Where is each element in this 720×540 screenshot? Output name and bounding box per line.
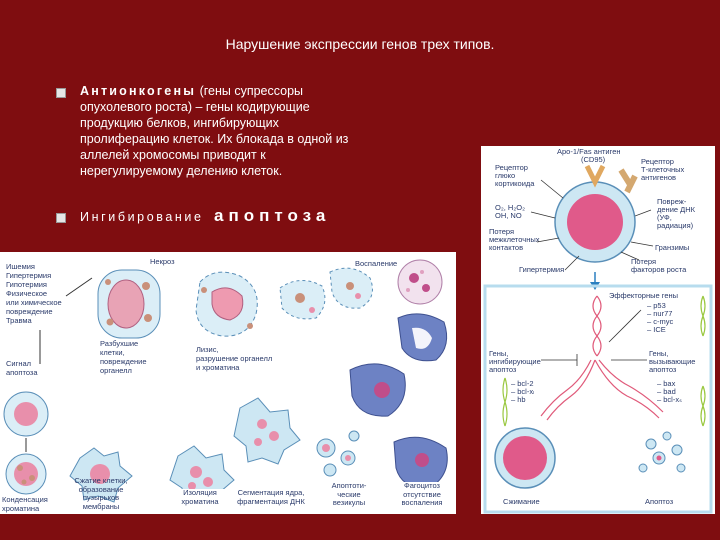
caption-phago: Фагоцитоз отсутствие воспаления xyxy=(392,482,452,508)
svg-text:контактов: контактов xyxy=(489,243,524,252)
svg-text:– bad: – bad xyxy=(657,387,676,396)
svg-text:– bax: – bax xyxy=(657,379,676,388)
bullet1-line-4: аллелей хромосомы приводит к xyxy=(80,148,266,162)
swollen-cell xyxy=(98,270,160,338)
arrow-to-necrosis xyxy=(66,278,92,296)
gene-arrows xyxy=(541,310,647,366)
bullet1-line-1: опухолевого роста) – гены кодирующие xyxy=(80,100,310,114)
svg-text:OH, NO: OH, NO xyxy=(495,211,522,220)
bullet-antioncogenes xyxy=(80,83,410,179)
segmenting-cell xyxy=(234,398,300,464)
bullet1-line-5: нерегулируемому делению клеток. xyxy=(80,164,283,178)
term-apoptosis: апоптоза xyxy=(214,206,331,225)
svg-text:межклеточных: межклеточных xyxy=(489,235,540,244)
svg-text:Лизис,: Лизис, xyxy=(196,345,219,354)
svg-text:повреждение: повреждение xyxy=(6,307,53,316)
svg-text:апоптоз: апоптоз xyxy=(649,365,677,374)
svg-text:O₂, H₂O₂: O₂, H₂O₂ xyxy=(495,203,525,212)
macrophage-mid xyxy=(350,364,405,416)
condensed-cell xyxy=(6,454,46,494)
inflammatory-cell xyxy=(398,260,442,304)
svg-text:вызывающие: вызывающие xyxy=(649,357,696,366)
svg-text:Гипертермия: Гипертермия xyxy=(519,265,565,274)
apoptosis-regulation-diagram xyxy=(481,146,715,514)
svg-text:органелл: органелл xyxy=(100,366,132,375)
svg-text:Гранзимы: Гранзимы xyxy=(655,243,690,252)
svg-text:Потеря: Потеря xyxy=(489,227,515,236)
debris-cluster xyxy=(280,268,372,319)
inflammation-label: Воспаление xyxy=(355,259,398,268)
caption-fragment: Изоляция хроматина xyxy=(170,489,230,506)
causes-list xyxy=(6,262,62,325)
svg-text:– c-myc: – c-myc xyxy=(647,317,674,326)
svg-text:глюко: глюко xyxy=(495,171,516,180)
svg-text:Сигнал: Сигнал xyxy=(6,359,32,368)
slide-title: Нарушение экспрессии генов трех типов. xyxy=(225,36,495,52)
caption-segment: Сегментация ядра, фрагментация ДНК xyxy=(226,489,316,506)
svg-text:– bcl-2: – bcl-2 xyxy=(511,379,534,388)
svg-text:Рецептор: Рецептор xyxy=(495,163,528,172)
svg-text:– ICE: – ICE xyxy=(647,325,666,334)
svg-text:апоптоз: апоптоз xyxy=(489,365,517,374)
svg-text:Т-клеточных: Т-клеточных xyxy=(641,165,685,174)
bullet-marker-1 xyxy=(56,88,66,98)
svg-text:радиация): радиация) xyxy=(657,221,694,230)
svg-text:клетки,: клетки, xyxy=(100,348,125,357)
svg-text:Гены,: Гены, xyxy=(649,349,669,358)
svg-text:повреждение: повреждение xyxy=(100,357,147,366)
svg-text:– bcl-xₗ: – bcl-xₗ xyxy=(511,387,535,396)
svg-text:Рецептор: Рецептор xyxy=(641,157,674,166)
svg-text:– nur77: – nur77 xyxy=(647,309,673,318)
svg-text:апоптоза: апоптоза xyxy=(6,368,38,377)
bullet1-line-2: продукцию белков, ингибирующих xyxy=(80,116,279,130)
svg-text:Гены,: Гены, xyxy=(489,349,509,358)
svg-text:Сжимание: Сжимание xyxy=(503,497,540,506)
svg-text:Повреж-: Повреж- xyxy=(657,197,687,206)
normal-cell xyxy=(4,392,48,436)
svg-text:(CD95): (CD95) xyxy=(581,155,606,164)
svg-text:(УФ,: (УФ, xyxy=(657,213,672,222)
svg-text:Apo-1/Fas антиген: Apo-1/Fas антиген xyxy=(557,147,621,156)
svg-text:Эффекторные гены: Эффекторные гены xyxy=(609,291,679,300)
shrinking-cell-right xyxy=(495,428,555,488)
svg-text:Гипертермия: Гипертермия xyxy=(6,271,52,280)
caption-shrink: Сжатие клетки, образование пузырьков мембраны xyxy=(74,476,128,511)
svg-text:Гипотермия: Гипотермия xyxy=(6,280,47,289)
bullet-apoptosis-inhibition xyxy=(80,208,410,225)
svg-text:кортикоида: кортикоида xyxy=(495,179,535,188)
bullet1-line-3: пролиферацию клеток. Их блокада в одной из xyxy=(80,132,349,146)
term-antioncogenes: Антионкогены xyxy=(80,84,197,98)
svg-text:– hb: – hb xyxy=(511,395,526,404)
svg-text:антигенов: антигенов xyxy=(641,173,676,182)
svg-text:Потеря: Потеря xyxy=(631,257,657,266)
svg-text:Апоптоз: Апоптоз xyxy=(645,497,674,506)
svg-text:и хроматина: и хроматина xyxy=(196,363,240,372)
svg-text:Физическое: Физическое xyxy=(6,289,48,298)
lysed-cell xyxy=(196,272,257,336)
svg-text:факторов роста: факторов роста xyxy=(631,265,687,274)
svg-text:Конденсация: Конденсация xyxy=(2,495,48,504)
target-cell xyxy=(555,182,635,262)
necrosis-apoptosis-figure xyxy=(0,252,456,514)
necrosis-label: Некроз xyxy=(150,257,175,266)
macrophage-top xyxy=(398,314,447,361)
svg-text:– p53: – p53 xyxy=(647,301,666,310)
caption-bodies: Апоптоти- ческие везикулы xyxy=(322,482,376,508)
svg-text:ингибирующие: ингибирующие xyxy=(489,357,541,366)
term-inhibition: Ингибирование xyxy=(80,210,204,224)
svg-text:дение ДНК: дение ДНК xyxy=(657,205,695,214)
apoptosis-regulation-figure xyxy=(481,146,715,514)
svg-text:Ишемия: Ишемия xyxy=(6,262,35,271)
necrosis-apoptosis-diagram xyxy=(0,252,456,514)
apoptotic-bodies xyxy=(317,431,359,476)
svg-text:разрушение органелл: разрушение органелл xyxy=(196,354,273,363)
svg-text:Разбухшие: Разбухшие xyxy=(100,339,139,348)
svg-text:или химическое: или химическое xyxy=(6,298,62,307)
svg-text:Травма: Травма xyxy=(6,316,32,325)
bullet1-line-0: (гены супрессоры xyxy=(196,84,304,98)
svg-text:хроматина: хроматина xyxy=(2,504,40,513)
bullet-marker-2 xyxy=(56,213,66,223)
svg-text:– bcl-xₛ: – bcl-xₛ xyxy=(657,395,682,404)
apoptotic-bodies-right xyxy=(639,432,685,472)
